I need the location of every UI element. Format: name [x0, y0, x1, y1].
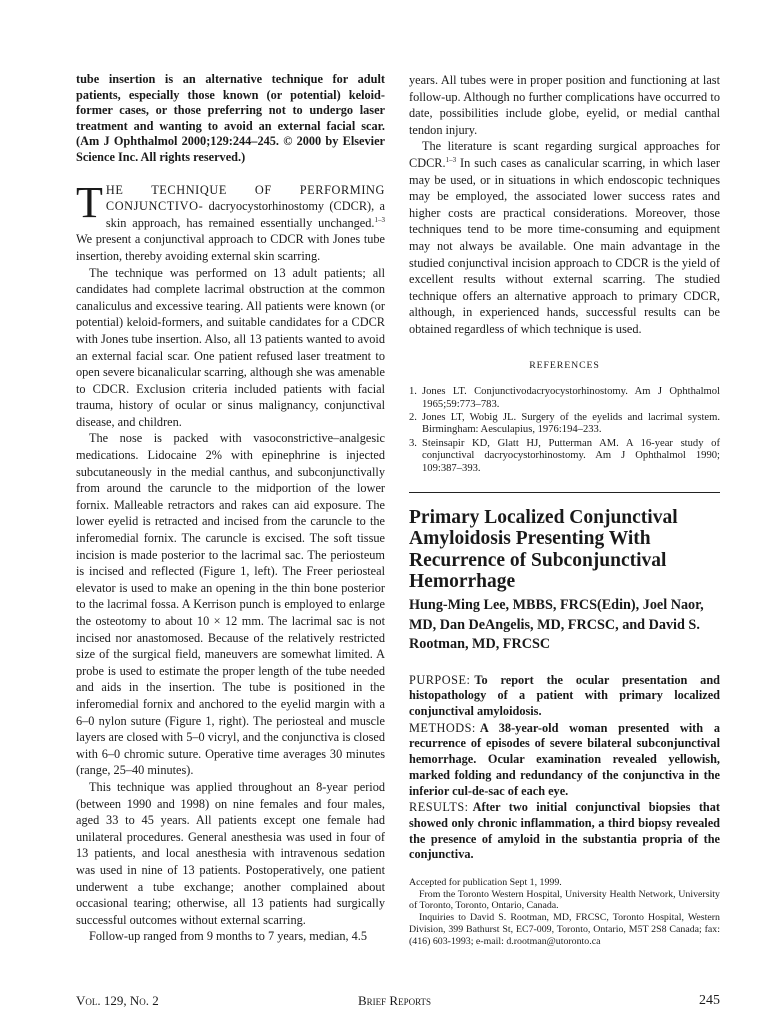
body-paragraph-technique: The nose is packed with vasoconstrictive–analgesic medications. Lidocaine 2% with epinephrine is injected subcutaneously in the medial canthus, and subconjunctivally from around the caruncle to the midportion of the lower fornix. Malleable retractors and rakes can aid exposure. The lower eyelid is retracted and incised from the caruncle to the inferomedial fornix. The caruncle is excised. The soft tissue incision is made posterior to the lacrimal sac. The periosteum is incised and reflected (Figure 1, left). The Freer periosteal elevator is used to make an opening in the thin bone posterior to the lacrimal fossa. A Kerrison punch is employed to enlarge the osteotomy to about 10 × 12 mm. The lacrimal sac is not incised nor anastomosed. Because of the relatively restricted size of the surgical field, maneuvers are somewhat limited. A probe is used to estimate the proper length of the tube needed and aids in the insertion. The tube is positioned in the inferomedial fornix and anchored to the eyelid margin with a 6–0 nylon suture (Figure 1, right). The periosteal and muscle layers are closed with 5–0 vicryl, and the conjunctiva is closed with 6–0 chromic suture. Operative time averages 30 minutes (range, 25–40 minutes). [76, 431, 385, 778]
intro-text-2: We present a conjunctival approach to CDCR with Jones tube insertion, thereby avoiding external skin scarring. [76, 232, 385, 263]
intro-paragraph [76, 177, 386, 265]
footnote-accepted: Accepted for publication Sept 1, 1999. [409, 877, 562, 888]
drop-cap: T [76, 177, 103, 227]
citation-ref: 1–3 [374, 215, 385, 224]
reference-number: 2. [409, 411, 417, 423]
body-paragraph-results: This technique was applied throughout an 8-year period (between 1990 and 1998) on nine females and four males, aged 33 to 45 years. All patients except one female had unilateral procedures. General anesthesia was used in four of 13 patients, and local anesthesia with intravenous sedation was used in nine of 13 patients. Postoperatively, one patient underwent a tube exchange; another complained about occasional tearing; otherwise, all 13 patients had surgically successful outcomes without external scarring. [76, 779, 385, 927]
reference-number: 1. [409, 386, 417, 398]
abstract-purpose [409, 673, 720, 720]
abstract-results [409, 800, 720, 863]
abstract-text: A 38-year-old woman presented with a recurrence of episodes of severe bilateral subconjunctival hemorrhage. Ocular examination revealed yellowish, marked folding and redundancy of the conjunctiva in the inferior cul-de-sac of each eye. [409, 720, 720, 798]
reference-item [409, 386, 720, 411]
intro-smallcaps: HE TECHNIQUE OF PERFORMING CONJUNCTIVO- [105, 182, 385, 214]
discussion-text-2: In such cases as canalicular scarring, in which laser may be used, or in situations in which endoscopic techniques may be employed, the associated lower success rates and higher costs are practical considerations. Moreover, those techniques tend to be more time-consuming and equipment may not always be available. One main advantage in the studied conjunctival incision approach to CDCR is the yield of excellent results without external scarring. The studied technique offers an alternative approach to primary CDCR, although, in experienced hands, successful results can be obtained regardless of which technique is used. [409, 155, 720, 336]
reference-item [409, 412, 720, 437]
left-column [76, 72, 385, 945]
references-heading: REFERENCES [529, 359, 600, 371]
reference-text: Jones LT, Wobig JL. Surgery of the eyelids and lacrimal system. Birmingham: Aesculapius, 1976:194–233. [422, 411, 720, 436]
body-paragraph-complications: years. All tubes were in proper position and functioning at last follow-up. Although no further complications have occurred to date, possibilities include globe, eyelid, or medial canthal tendon injury. [409, 73, 720, 137]
abstract-methods [409, 721, 720, 800]
reference-item [409, 438, 720, 475]
body-paragraph-discussion [409, 138, 720, 337]
reference-text: Steinsapir KD, Glatt HJ, Putterman AM. A 16-year study of conjunctival dacryocystorhinostomy. Am J Ophthalmol 1990; 109:387–393. [422, 437, 720, 474]
abstract-label: PURPOSE: [409, 672, 471, 687]
intro-text: dacryocystorhinostomy (CDCR), a skin approach, has remained essentially unchanged. [105, 199, 386, 230]
abstract-label: METHODS: [409, 720, 476, 735]
page-number: 245 [699, 993, 720, 1008]
abstract [409, 673, 720, 863]
section-divider [409, 492, 720, 493]
reference-list [409, 386, 720, 475]
abstract-conclusion: tube insertion is an alternative technique for adult patients, especially those known (or potential) keloid-former cases, or those preferring not to undergo laser treatment and wanting to avoid an external facial scar. (Am J Ophthalmol 2000;129:244–245. © 2000 by Elsevier Science Inc. All rights reserved.) [76, 72, 385, 164]
reference-number: 3. [409, 437, 417, 449]
body-paragraph-patients: The technique was performed on 13 adult patients; all candidates had complete lacrimal obstruction at the common canaliculus and excessive tearing. All patients were known (or potential) keloid-formers, and suitable candidates for a CDCR with Jones tube insertion. Also, all 13 patients wanted to avoid an external facial scar. One patient refused laser treatment to open severe bicanalicular scarring, although she was amenable to CDCR. Exclusion criteria included patients with facial trauma, history of ocular or sinus malignancy, conjunctival disease, and children. [76, 265, 385, 429]
right-column [409, 72, 720, 864]
abstract-text: To report the ocular presentation and histopathology of a patient with primary localized conjunctival amyloidosis. [409, 672, 720, 719]
body-paragraph-followup: Follow-up ranged from 9 months to 7 years, median, 4.5 [89, 929, 368, 944]
article-title: Primary Localized Conjunctival Amyloidosis Presenting With Recurrence of Subconjunctival Hemorrhage [409, 506, 678, 592]
citation-ref: 1–3 [445, 155, 457, 164]
article-footnote [409, 877, 720, 947]
footnote-affiliation: From the Toronto Western Hospital, University Health Network, University of Toronto, Toronto, Ontario, Canada. [409, 888, 720, 912]
abstract-text: After two initial conjunctival biopsies that showed only chronic inflammation, a third biopsy revealed the presence of amyloid in the substantia propria of the conjunctiva. [409, 800, 720, 862]
footer-volume: Vol. 129, No. 2 [76, 993, 159, 1008]
author-list: Hung-Ming Lee, MBBS, FRCS(Edin), Joel Naor, MD, Dan DeAngelis, MD, FRCSC, and David S. Rootman, MD, FRCSC [409, 597, 704, 653]
reference-text: Jones LT. Conjunctivodacryocystorhinostomy. Am J Ophthalmol 1965;59:773–783. [422, 386, 720, 410]
footer-section: Brief Reports [358, 993, 432, 1008]
abstract-label: RESULTS: [409, 800, 469, 815]
discussion-text: The literature is scant regarding surgical approaches for CDCR. [409, 139, 720, 170]
footnote-correspondence: Inquiries to David S. Rootman, MD, FRCSC, Toronto Hospital, Western Division, 399 Bathurst St, EC7-009, Toronto, Ontario, M5T 2S8 Canada; fax: (416) 603-1993; e-mail: d.rootman@utoronto.ca [409, 912, 720, 947]
